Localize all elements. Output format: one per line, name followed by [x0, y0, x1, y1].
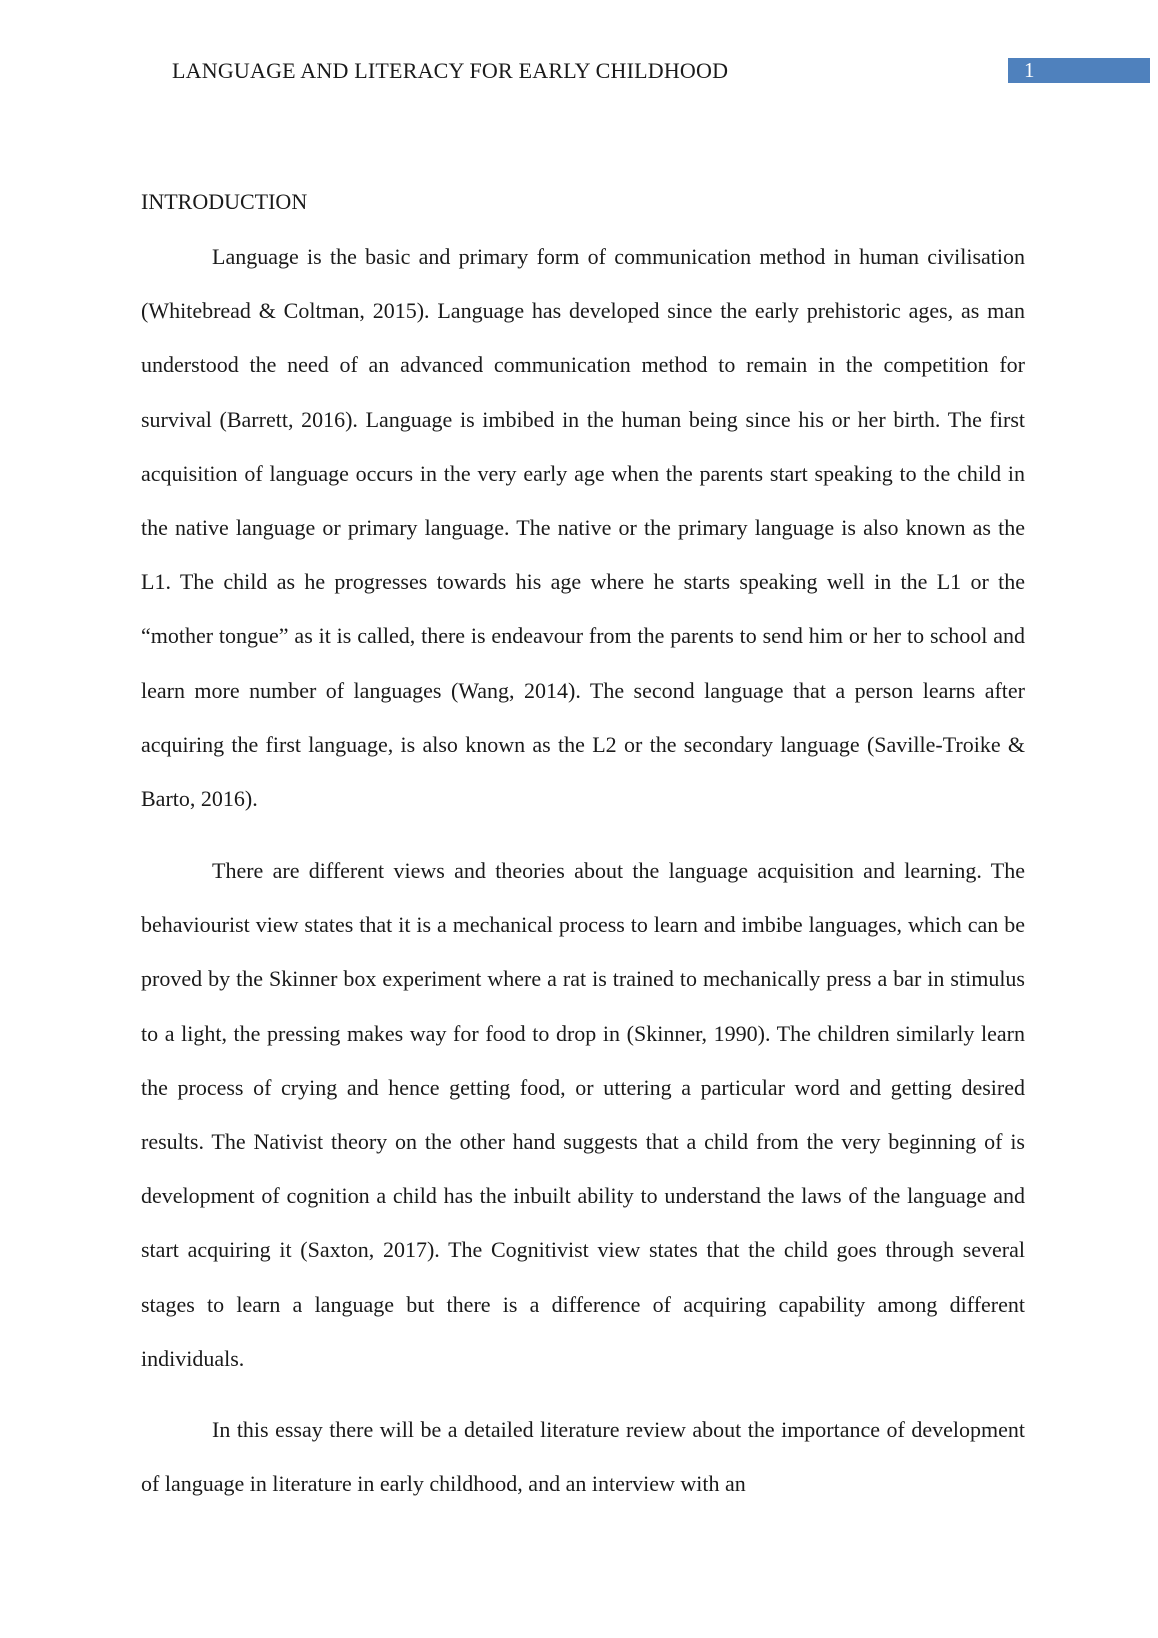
section-heading: INTRODUCTION: [141, 189, 308, 214]
page-number-box: [1008, 58, 1150, 83]
paragraph-1: Language is the basic and primary form of communication method in human civilisation (Whitebread & Coltman, 2015). Language has developed since the early prehistoric ages, as man understood the need of an advanced communication method to remain in the competition for survival (Barrett, 2016). Language is imbibed in the human being since his or her birth. The first acquisition of language occurs in the very early age when the parents start speaking to the child in the native language or primary language. The native or the primary language is also known as the L1. The child as he progresses towards his age where he starts speaking well in the L1 or the “mother tongue” as it is called, there is endeavour from the parents to send him or her to school and learn more number of languages (Wang, 2014). The second language that a person learns after acquiring the first language, is also known as the L2 or the secondary language (Saville-Troike & Barto, 2016).: [141, 244, 1025, 812]
paragraph-3: In this essay there will be a detailed literature review about the importance of development of language in literature in early childhood, and an interview with an: [141, 1417, 1025, 1497]
paragraph-2: There are different views and theories about the language acquisition and learning. The behaviourist view states that it is a mechanical process to learn and imbibe languages, which can be proved by the Skinner box experiment where a rat is trained to mechanically press a bar in stimulus to a light, the pressing makes way for food to drop in (Skinner, 1990). The children similarly learn the process of crying and hence getting food, or uttering a particular word and getting desired results. The Nativist theory on the other hand suggests that a child from the very beginning of is development of cognition a child has the inbuilt ability to understand the laws of the language and start acquiring it (Saxton, 2017). The Cognitivist view states that the child goes through several stages to learn a language but there is a difference of acquiring capability among different individuals.: [141, 858, 1025, 1371]
running-head: LANGUAGE AND LITERACY FOR EARLY CHILDHOOD: [172, 58, 729, 83]
page-number: 1: [1024, 58, 1035, 82]
